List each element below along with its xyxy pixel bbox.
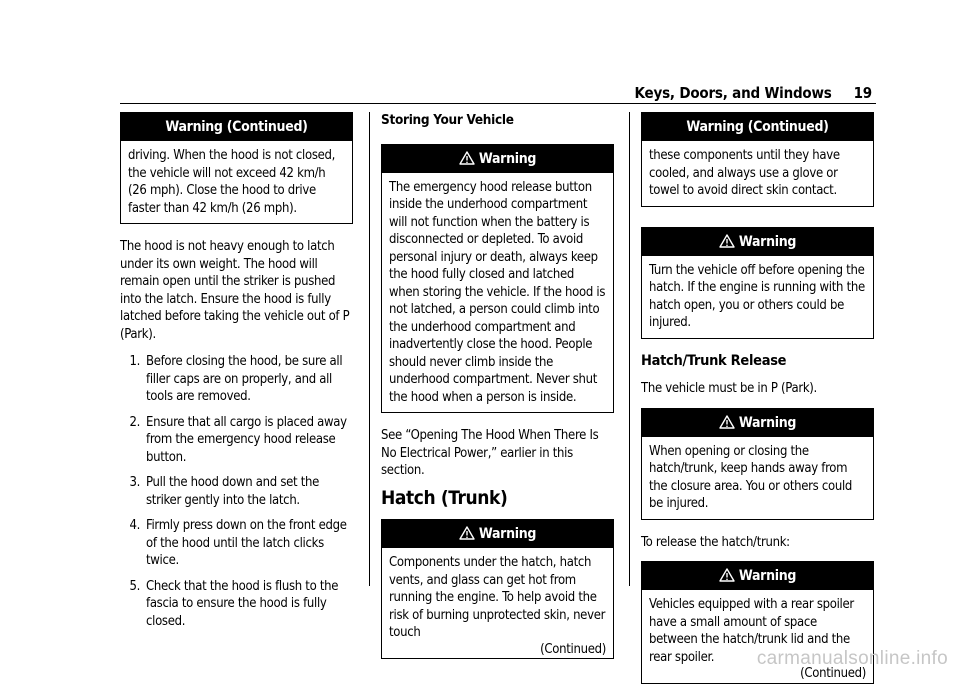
column-divider	[629, 112, 630, 586]
column-1	[120, 112, 353, 638]
warning-title: Warning	[478, 526, 537, 542]
warning-title: Warning	[738, 568, 797, 584]
warning-text: driving. When the hood is not closed, the vehicle will not exceed 42 km/h (26 mph). Close the hood to drive faster than 42 km/h (26 mph).	[128, 148, 336, 216]
paragraph: The hood is not heavy enough to latch under its own weight. The hood will remain open until the striker is pushed into the latch. Ensure the hood is fully latched before taking the vehicle out of P (Park).	[120, 239, 350, 342]
section-heading: Hatch (Trunk)	[381, 486, 508, 509]
warning-box	[641, 112, 874, 207]
list-item	[120, 578, 353, 631]
list-item	[120, 474, 353, 509]
warning-header: Warning (Continued)	[642, 113, 873, 141]
step-text: Ensure that all cargo is placed away from the emergency hood release button.	[146, 414, 347, 465]
warning-box	[641, 408, 874, 520]
warning-header	[382, 145, 613, 173]
steps-list	[120, 353, 353, 630]
warning-triangle-icon	[459, 526, 475, 540]
section-title: Keys, Doors, and Windows	[634, 84, 832, 102]
paragraph: The vehicle must be in P (Park).	[641, 381, 817, 396]
paragraph: See “Opening The Hood When There Is No Electrical Power,” earlier in this section.	[381, 428, 599, 478]
warning-triangle-icon	[719, 415, 735, 429]
step-text: Firmly press down on the front edge of the hood until the latch clicks twice.	[146, 518, 347, 568]
step-number: 4.	[129, 518, 140, 533]
warning-title: Warning	[738, 233, 797, 250]
column-2	[381, 112, 614, 673]
continued-label: (Continued)	[540, 641, 606, 657]
warning-box	[120, 112, 353, 224]
warning-text: these components until they have cooled, and always use a glove or towel to avoid direct skin contact.	[649, 148, 840, 198]
warning-text: Vehicles equipped with a rear spoiler have a small amount of space between the hatch/trunk lid and the rear spoiler.	[649, 597, 854, 665]
warning-header	[642, 228, 873, 256]
warning-title: Warning	[738, 414, 797, 431]
warning-box	[381, 144, 614, 414]
list-item	[120, 517, 353, 570]
continued-label: (Continued)	[800, 666, 866, 681]
subheading: Storing Your Vehicle	[381, 112, 514, 128]
step-text: Before closing the hood, be sure all filler caps are on properly, and all tools are removed.	[146, 354, 343, 404]
warning-header	[382, 520, 613, 548]
page-number: 19	[853, 84, 872, 102]
warning-text: The emergency hood release button inside the underhood compartment will not function when the battery is disconnected or depleted. To avoid personal injury or death, always keep the hood fully closed and latched when storing the vehicle. If the hood is not latched, a person could climb into the underhood compartment and inadvertently close the hood. People should never climb inside the underhood compartment. Never shut the hood when a person is inside.	[389, 179, 606, 405]
warning-title: Warning	[478, 150, 537, 167]
step-number: 3.	[129, 475, 140, 490]
step-number: 1.	[129, 354, 140, 369]
list-item	[120, 353, 353, 406]
warning-text: When opening or closing the hatch/trunk, keep hands away from the closure area. You or others could be injured.	[649, 443, 853, 511]
warning-header	[642, 562, 873, 590]
warning-box	[641, 227, 874, 339]
watermark: carmanualsonline.info	[756, 648, 948, 669]
warning-text-wrap	[382, 548, 613, 658]
list-item	[120, 414, 353, 467]
warning-triangle-icon	[719, 568, 735, 582]
column-3	[641, 112, 874, 698]
page-header	[635, 84, 872, 102]
warning-text: Turn the vehicle off before opening the hatch. If the engine is running with the hatch open, you or others could be injured.	[649, 262, 865, 330]
header-divider	[120, 103, 876, 104]
step-number: 5.	[129, 578, 140, 594]
warning-box	[381, 519, 614, 659]
step-text: Check that the hood is flush to the fascia to ensure the hood is fully closed.	[146, 578, 339, 629]
section-heading: Hatch/Trunk Release	[641, 352, 787, 369]
warning-header	[642, 409, 873, 437]
warning-text: Components under the hatch, hatch vents, and glass can get hot from running the engine. To help avoid the risk of burning unprotected skin, never touch	[389, 555, 606, 640]
column-divider	[369, 112, 370, 586]
step-text: Pull the hood down and set the striker gently into the latch.	[146, 475, 320, 508]
paragraph: To release the hatch/trunk:	[641, 534, 790, 550]
warning-header: Warning (Continued)	[121, 113, 352, 141]
warning-triangle-icon	[459, 151, 475, 165]
step-number: 2.	[129, 414, 140, 430]
warning-triangle-icon	[719, 234, 735, 248]
